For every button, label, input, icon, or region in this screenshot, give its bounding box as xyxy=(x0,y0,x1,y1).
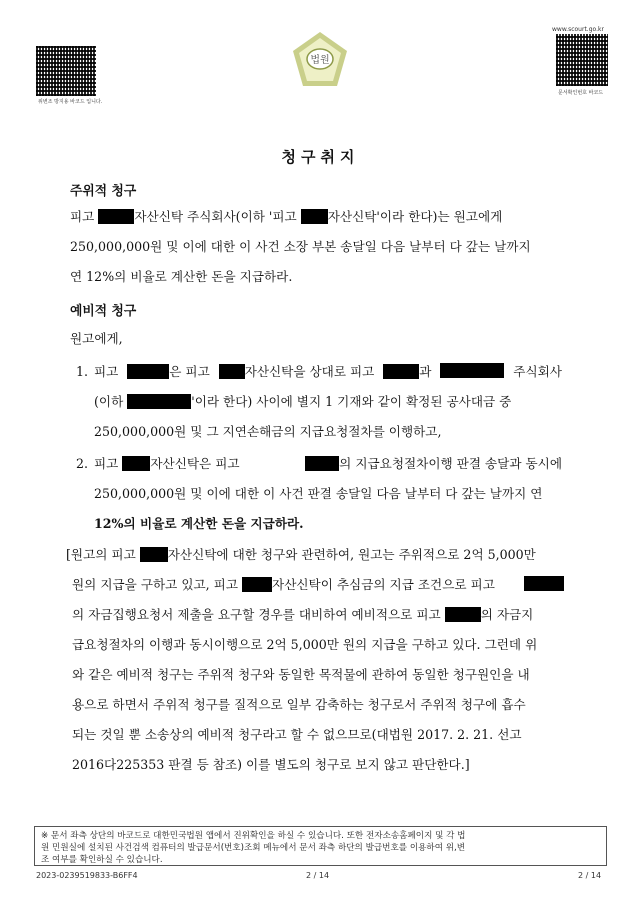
redaction xyxy=(524,576,564,591)
item-1-line-3: 250,000,000원 및 그 지연손해금의 지급요청절차를 이행하고, xyxy=(94,424,442,439)
item-1-line-2 xyxy=(94,393,562,411)
redaction xyxy=(127,364,169,379)
court-seal-icon xyxy=(289,30,351,90)
text-segment: 의 지급요청절차이행 판결 송달과 동시에 xyxy=(339,456,562,471)
redaction xyxy=(122,456,150,471)
primary-line-1 xyxy=(70,208,569,226)
item-1-line-1 xyxy=(94,363,562,381)
notice-line-1: ※ 문서 좌측 상단의 바코드로 대한민국법원 앱에서 진위확인을 하실 수 있습니다. 또한 전자소송홈페이지 및 각 법 xyxy=(41,831,466,841)
redaction xyxy=(140,547,168,562)
verification-notice xyxy=(34,826,607,866)
preliminary-claim-heading: 예비적 청구 xyxy=(70,304,137,319)
text-segment: 의 자금지 xyxy=(480,607,534,622)
redaction xyxy=(98,209,134,224)
text-segment: 자산신탁을 상대로 피고 xyxy=(244,364,375,379)
item-2-line-3: 12%의 비율로 계산한 돈을 지급하라. xyxy=(94,516,304,531)
primary-line-3: 연 12%의 비율로 계산한 돈을 지급하라. xyxy=(70,269,293,284)
text-segment: 원의 지급을 구하고 있고, 피고 xyxy=(72,577,239,592)
text-segment: 자산신탁은 피고 xyxy=(150,456,240,471)
note-line-1 xyxy=(66,546,564,564)
primary-claim-heading: 주위적 청구 xyxy=(70,184,137,199)
notice-line-3: 조 여부를 확인하실 수 있습니다. xyxy=(41,855,163,865)
text-segment: 은 피고 xyxy=(169,364,210,379)
redaction xyxy=(440,363,504,378)
note-line-2 xyxy=(72,576,564,594)
text-segment: 피고 xyxy=(70,209,95,224)
page-number-right: 2 / 14 xyxy=(578,871,602,880)
text-segment: 의 자금집행요청서 제출을 요구할 경우를 대비하여 예비적으로 피고 xyxy=(72,607,441,622)
text-segment: 자산신탁에 대한 청구와 관련하여, 원고는 주위적으로 2억 5,000만 xyxy=(167,547,536,562)
note-line-7: 되는 것일 뿐 소송상의 예비적 청구라고 할 수 없으므로(대법원 2017. 2. 21. 선고 xyxy=(72,727,522,742)
text-segment: (이하 xyxy=(94,394,124,409)
primary-line-2: 250,000,000원 및 이에 대한 이 사건 소장 부본 송달일 다음 날부터 다 갚는 날까지 xyxy=(70,239,531,254)
issue-number: 2023-0239519833-B6FF4 xyxy=(36,871,138,880)
item-2-line-1 xyxy=(94,455,562,473)
addressee: 원고에게, xyxy=(70,331,123,346)
page-title: 청구취지 xyxy=(281,148,360,166)
text-segment: 피고 xyxy=(94,456,119,471)
text-segment: 자산신탁이 추심금의 지급 조건으로 피고 xyxy=(272,577,495,592)
text-segment: 자산신탁'이라 한다)는 원고에게 xyxy=(327,209,503,224)
text-segment: 주식회사 xyxy=(513,364,562,379)
note-line-5: 와 같은 예비적 청구는 주위적 청구와 동일한 목적물에 관하여 동일한 청구원인을 내 xyxy=(72,667,530,682)
document-number-barcode xyxy=(556,34,608,86)
verification-barcode xyxy=(36,46,96,96)
note-line-3 xyxy=(72,606,564,624)
redaction xyxy=(301,209,328,224)
barcode-caption: 위변조 방지용 바코드 입니다. xyxy=(38,99,103,105)
redaction xyxy=(305,456,339,471)
text-segment: 피고 xyxy=(94,364,119,379)
redaction xyxy=(219,364,245,379)
redaction xyxy=(445,607,481,622)
redaction xyxy=(383,364,419,379)
doc-barcode-caption: 문서확인번호 바코드 xyxy=(558,90,604,96)
text-segment: '이라 한다) 사이에 별지 1 기재와 같이 확정된 공사대금 중 xyxy=(191,394,512,409)
page-number-center: 2 / 14 xyxy=(306,871,330,880)
note-line-8: 2016다225353 판결 등 참조) 이를 별도의 청구로 보지 않고 판단한다.] xyxy=(72,757,470,772)
item-1-number: 1. xyxy=(76,364,89,379)
notice-line-2: 원 민원실에 설치된 사건검색 컴퓨터의 발급문서(번호)조회 메뉴에서 문서 좌측 하단의 발급번호를 이용하여 위,변 xyxy=(41,843,466,853)
item-2-number: 2. xyxy=(76,456,89,471)
note-line-6: 용으로 하면서 주위적 청구를 질적으로 일부 감축하는 청구로서 주위적 청구에 흡수 xyxy=(72,697,526,712)
redaction xyxy=(127,394,191,409)
text-segment: [원고의 피고 xyxy=(66,547,136,562)
item-2-line-2: 250,000,000원 및 이에 대한 이 사건 판결 송달일 다음 날부터 다 갚는 날까지 연 xyxy=(94,486,543,501)
text-segment: 자산신탁 주식회사(이하 '피고 xyxy=(134,209,297,224)
site-url: www.scourt.go.kr xyxy=(552,26,604,33)
note-line-4: 급요청절차의 이행과 동시이행으로 2억 5,000만 원의 지급을 구하고 있다. 그런데 위 xyxy=(72,637,538,652)
seal-text: 법원 xyxy=(310,55,330,66)
text-segment: 과 xyxy=(419,364,432,379)
redaction xyxy=(242,577,272,592)
